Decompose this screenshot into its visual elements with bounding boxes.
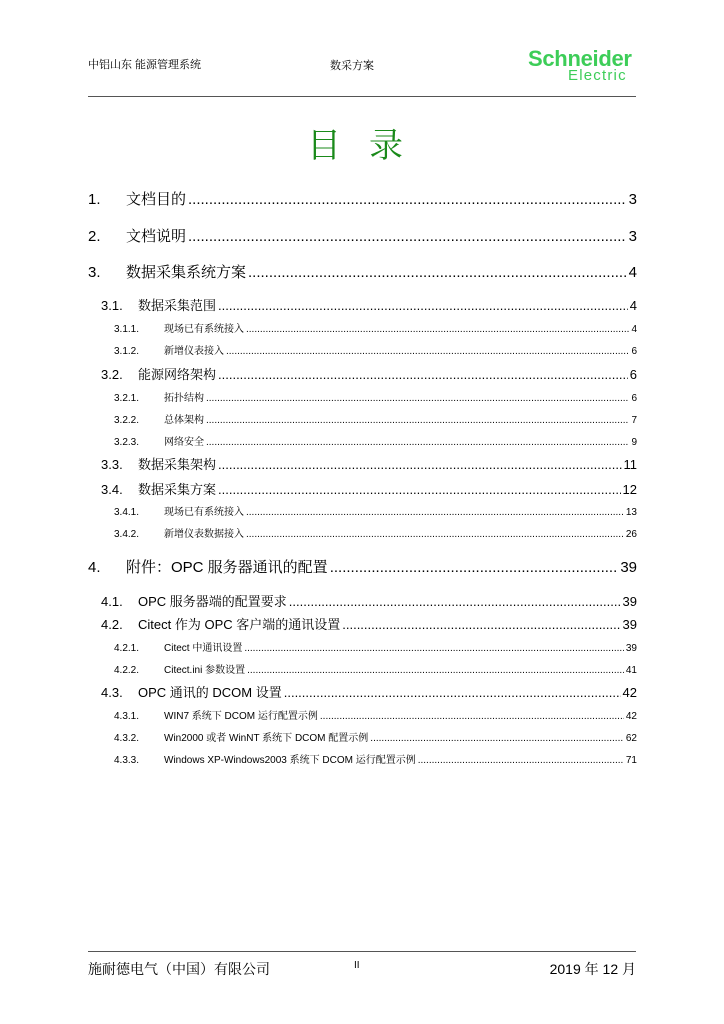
- toc-leader: [244, 643, 624, 654]
- toc-page: 4: [629, 298, 637, 313]
- footer-page-number: II: [354, 960, 360, 971]
- toc-title: 数据采集方案: [138, 482, 217, 497]
- toc-page: 11: [623, 457, 637, 472]
- toc-page: 62: [625, 733, 637, 744]
- toc-number: 3.2.2.: [114, 415, 140, 426]
- toc-entry[interactable]: [114, 707, 637, 722]
- toc-page: 39: [622, 617, 637, 632]
- toc-entry[interactable]: [101, 454, 637, 473]
- toc-page: 39: [622, 594, 637, 609]
- toc-leader: [342, 617, 620, 632]
- toc-title: Windows XP-Windows2003 系统下 DCOM 运行配置示例: [164, 755, 416, 766]
- toc-page: 42: [622, 685, 637, 700]
- toc-leader: [206, 437, 629, 448]
- toc-leader: [246, 324, 629, 335]
- toc-leader: [284, 685, 621, 700]
- toc-page: 4: [628, 264, 637, 281]
- toc-leader: [246, 529, 624, 540]
- schneider-electric-logo: [528, 46, 648, 86]
- toc-title: 现场已有系统接入: [164, 324, 244, 335]
- toc-page: 7: [631, 415, 637, 426]
- toc-leader: [248, 264, 627, 281]
- toc-title: Citect 作为 OPC 客户端的通讯设置: [138, 617, 341, 632]
- toc-title: OPC 服务器端的配置要求: [138, 594, 287, 609]
- toc-entry[interactable]: [114, 320, 637, 335]
- toc-page: 3: [628, 191, 637, 208]
- toc-number: 4.2.1.: [114, 643, 140, 654]
- toc-page: 4: [631, 324, 637, 335]
- toc-number: 3.4.1.: [114, 507, 140, 518]
- toc-number: 3.2.1.: [114, 393, 140, 404]
- toc-page: 42: [625, 711, 637, 722]
- toc-page: 6: [631, 346, 637, 357]
- page-title: 目录: [307, 127, 431, 165]
- toc-number: 3.2.3.: [114, 437, 140, 448]
- toc-number: 3.1.: [101, 298, 123, 313]
- toc-entry[interactable]: [114, 661, 637, 676]
- toc-entry[interactable]: [101, 295, 637, 314]
- toc-entry[interactable]: [114, 342, 637, 357]
- toc-leader: [226, 346, 629, 357]
- toc-page: 41: [625, 665, 637, 676]
- toc-entry[interactable]: [114, 639, 637, 654]
- toc-number: 4.3.: [101, 685, 123, 700]
- toc-number: 2.: [88, 228, 101, 245]
- toc-title: 能源网络架构: [138, 367, 217, 382]
- toc-title: Win2000 或者 WinNT 系统下 DCOM 配置示例: [164, 733, 369, 744]
- toc-entry[interactable]: [114, 525, 637, 540]
- toc-number: 1.: [88, 191, 101, 208]
- footer-company: 施耐德电气（中国）有限公司: [88, 961, 270, 977]
- toc-leader: [246, 507, 624, 518]
- toc-leader: [289, 594, 621, 609]
- toc-entry[interactable]: [88, 261, 637, 282]
- footer-divider: [88, 951, 636, 952]
- toc-entry[interactable]: [88, 188, 637, 209]
- toc-page: 39: [625, 643, 637, 654]
- toc-title: 总体架构: [164, 415, 204, 426]
- toc-page: 12: [622, 482, 637, 497]
- toc-title: 现场已有系统接入: [164, 507, 244, 518]
- toc-leader: [330, 559, 619, 576]
- toc-entry[interactable]: [114, 729, 637, 744]
- header-document-name: 数采方案: [330, 60, 374, 72]
- toc-page: 39: [620, 559, 637, 576]
- toc-number: 3.4.2.: [114, 529, 140, 540]
- toc-leader: [218, 367, 628, 382]
- toc-entry[interactable]: [101, 682, 637, 701]
- toc-leader: [188, 228, 627, 245]
- toc-title: Citect.ini 参数设置: [164, 665, 246, 676]
- toc-number: 4.3.1.: [114, 711, 140, 722]
- toc-entry[interactable]: [101, 479, 637, 498]
- toc-leader: [218, 298, 628, 313]
- toc-title: 新增仪表数据接入: [164, 529, 244, 540]
- toc-page: 6: [629, 367, 637, 382]
- toc-leader: [370, 733, 624, 744]
- toc-page: 26: [625, 529, 637, 540]
- toc-title: 拓扑结构: [164, 393, 204, 404]
- toc-entry[interactable]: [114, 503, 637, 518]
- toc-number: 3.2.: [101, 367, 123, 382]
- header-project-name: 中铝山东 能源管理系统: [88, 59, 202, 71]
- toc-number: 3.1.1.: [114, 324, 140, 335]
- toc-number: 4.3.3.: [114, 755, 140, 766]
- logo-wordmark: Schneider: [528, 46, 632, 71]
- toc-page: 71: [625, 755, 637, 766]
- toc-title: 数据采集系统方案: [126, 264, 247, 281]
- toc-number: 4.1.: [101, 594, 123, 609]
- toc-number: 4.2.2.: [114, 665, 140, 676]
- toc-leader: [418, 755, 624, 766]
- toc-title: OPC 通讯的 DCOM 设置: [138, 685, 282, 700]
- toc-entry[interactable]: [101, 591, 637, 610]
- toc-entry[interactable]: [101, 364, 637, 383]
- toc-entry[interactable]: [101, 614, 637, 633]
- toc-title: 网络安全: [164, 437, 204, 448]
- toc-title: WIN7 系统下 DCOM 运行配置示例: [164, 711, 318, 722]
- toc-number: 3.1.2.: [114, 346, 140, 357]
- toc-title: 附件：OPC 服务器通讯的配置: [126, 559, 328, 576]
- header-divider: [88, 96, 636, 97]
- toc-page: 9: [631, 437, 637, 448]
- toc-number: 3.4.: [101, 482, 123, 497]
- toc-number: 3.: [88, 264, 101, 281]
- toc-entry[interactable]: [114, 389, 637, 404]
- toc-entry[interactable]: [88, 225, 637, 246]
- toc-leader: [188, 191, 627, 208]
- footer-date: 2019 年 12 月: [549, 961, 636, 977]
- toc-leader: [218, 482, 621, 497]
- toc-page: 6: [631, 393, 637, 404]
- logo-subtitle: Electric: [568, 67, 627, 84]
- toc-title: 文档目的: [126, 191, 187, 208]
- toc-title: 数据采集范围: [138, 298, 217, 313]
- toc-title: Citect 中通讯设置: [164, 643, 243, 654]
- toc-title: 新增仪表接入: [164, 346, 224, 357]
- toc-number: 3.3.: [101, 457, 123, 472]
- toc-page: 13: [625, 507, 637, 518]
- toc-entry[interactable]: [114, 433, 637, 448]
- toc-title: 文档说明: [126, 228, 187, 245]
- toc-leader: [247, 665, 624, 676]
- toc-entry[interactable]: [88, 556, 637, 577]
- toc-entry[interactable]: [114, 751, 637, 766]
- toc-leader: [206, 415, 629, 426]
- toc-number: 4.3.2.: [114, 733, 140, 744]
- toc-leader: [320, 711, 624, 722]
- toc-page: 3: [628, 228, 637, 245]
- toc-title: 数据采集架构: [138, 457, 217, 472]
- toc-leader: [218, 457, 621, 472]
- toc-number: 4.2.: [101, 617, 123, 632]
- toc-leader: [206, 393, 629, 404]
- toc-entry[interactable]: [114, 411, 637, 426]
- toc-number: 4.: [88, 559, 101, 576]
